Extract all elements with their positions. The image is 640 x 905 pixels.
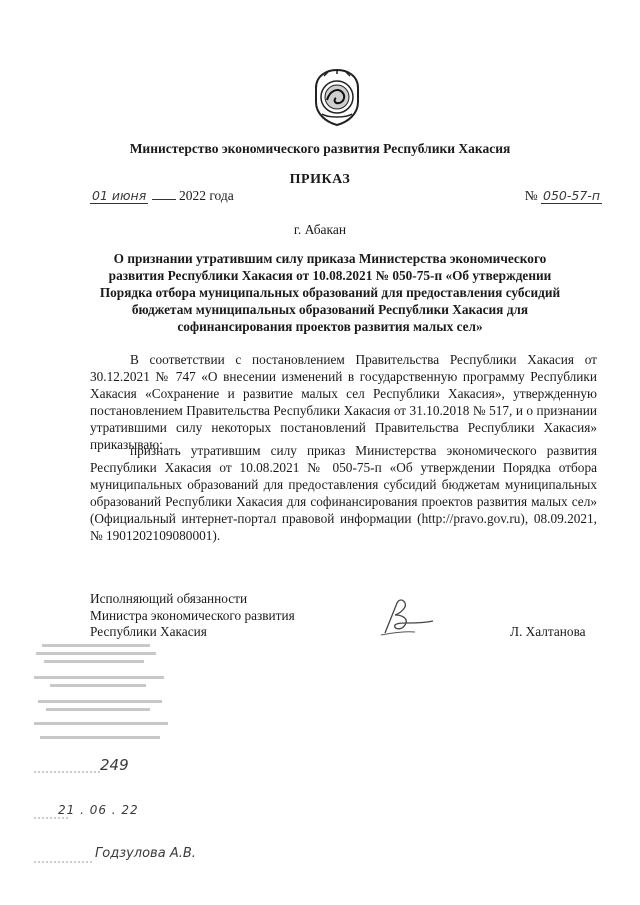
title-line: софинансирования проектов развития малых сел» — [177, 319, 483, 334]
coat-of-arms-icon — [312, 68, 362, 126]
body-paragraph-basis: В соответствии с постановлением Правительства Республики Хакасия от 30.12.2021 № 747 «О внесении изменений в государственную программу Республики Хакасия «Сохранение и развитие малых сел Республики Хакасия», утвержденную постановлением Правительства Республики Хакасия от 31.10.2018 № 517, и о признании утратившими силу некоторых постановлений Правительства Республики Хакасия» приказываю: — [90, 352, 597, 452]
signatory-name: Л. Халтанова — [510, 624, 586, 639]
body-paragraph-order: признать утратившим силу приказ Министерства экономического развития Республики Хакасия от 10.08.2021 № 050-75-п «Об утверждении Порядка отбора муниципальных образований для предоставления субсидий бюджетам муниципальных образований Республики Хакасия для софинансирования проектов развития малых сел» (Официальный интернет-портал правовой информации (http://pravo.gov.ru), 08.09.2021, № 1901202109080001). — [90, 443, 597, 543]
position-line: Министра экономического развития — [90, 607, 295, 623]
position-line: Республики Хакасия — [90, 624, 207, 639]
title-line: бюджетам муниципальных образований Республики Хакасия для — [131, 302, 529, 317]
title-line: развития Республики Хакасия от 10.08.2021 № 050-75-п «Об утверждении — [108, 268, 552, 283]
signatory-position — [90, 591, 295, 641]
document-date — [90, 188, 234, 204]
handwritten-signature-icon — [375, 595, 437, 639]
document-number — [525, 188, 602, 204]
number-prefix: № — [524, 188, 538, 203]
title-line: О признании утратившим силу приказа Министерства экономического — [113, 251, 547, 266]
handwritten-number: 050-57-п — [543, 188, 600, 203]
document-type: ПРИКАЗ — [289, 172, 351, 187]
handwritten-date: 01 июня — [92, 188, 147, 203]
ministry-name: Министерство экономического развития Республики Хакасия — [129, 141, 511, 156]
stamp-registration-date: 21 . 06 . 22 — [58, 803, 139, 817]
title-line: Порядка отбора муниципальных образований для предоставления субсидий — [99, 285, 561, 300]
document-title — [90, 250, 570, 335]
date-blank — [152, 199, 176, 200]
position-line: Исполняющий обязанности — [90, 591, 248, 606]
date-year: 2022 года — [178, 188, 234, 203]
stamp-registration-number: 249 — [100, 756, 129, 774]
city: г. Абакан — [293, 222, 347, 237]
stamp-registrar: Годзулова А.В. — [95, 846, 196, 861]
